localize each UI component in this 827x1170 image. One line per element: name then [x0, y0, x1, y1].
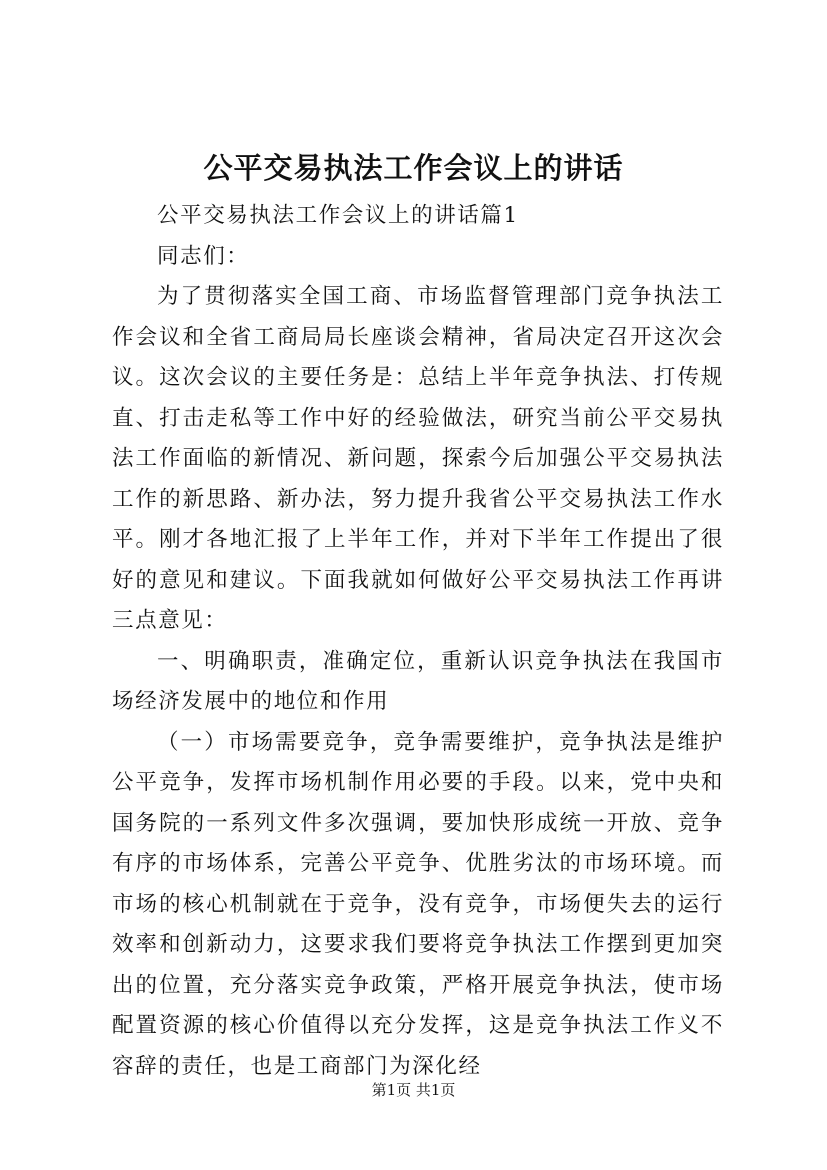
page-footer: 第1页 共1页	[371, 1081, 456, 1099]
paragraph-point-one: 一、明确职责，准确定位，重新认识竞争执法在我国市场经济发展中的地位和作用	[112, 648, 724, 714]
paragraph-subpoint-one: （一）市场需要竞争，竞争需要维护，竞争执法是维护公平竞争，发挥市场机制作用必要的手段。以来，党中央和国务院的一系列文件多次强调，要加快形成统一开放、竞争有序的市场体系，完善公平竞争、优胜劣汰的市场环境。而市场的核心机制就在于竞争，没有竞争，市场便失去的运行效率和创新动力，这要求我们要将竞争执法工作摆到更加突出的位置，充分落实竞争政策，严格开展竞争执法，使市场配置资源的核心价值得以充分发挥，这是竞争执法工作义不容辞的责任，也是工商部门为深化经	[112, 729, 724, 1079]
section-heading: 公平交易执法工作会议上的讲话篇1	[157, 203, 519, 228]
document-body	[112, 196, 724, 1087]
paragraph-intro: 为了贯彻落实全国工商、市场监督管理部门竞争执法工作会议和全省工商局局长座谈会精神，省局决定召开这次会议。这次会议的主要任务是：总结上半年竞争执法、打传规直、打击走私等工作中好的经验做法，研究当前公平交易执法工作面临的新情况、新问题，探索今后加强公平交易执法工作的新思路、新办法，努力提升我省公平交易执法工作水平。刚才各地汇报了上半年工作，并对下半年工作提出了很好的意见和建议。下面我就如何做好公平交易执法工作再讲三点意见：	[112, 284, 724, 633]
salutation: 同志们：	[157, 243, 250, 269]
document-title: 公平交易执法工作会议上的讲话	[203, 151, 624, 185]
